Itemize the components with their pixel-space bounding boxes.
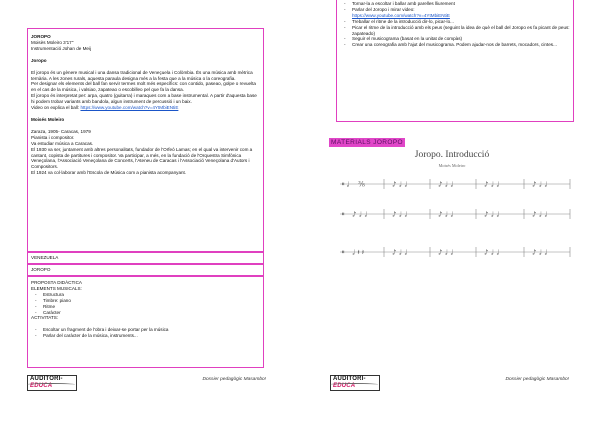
score-composer: Moisés Moleiro [438,163,466,168]
svg-text:♪ ♩ ♩: ♪ ♩ ♩ [532,210,548,219]
paragraph-terms: Per designar els elements del ball fan servir termes molt més específics: con contido, paseao, golpe o revuelta en el cas de la música, i valsiao, zapateao o escobilleo pel que fa la dansa. [31,81,256,93]
video-link[interactable]: https://www.youtube.com/watch?v=4YtMbiENtiE [352,12,450,18]
video-link[interactable]: https://www.youtube.com/watch?v=4YtMbiENtiE [80,105,179,111]
svg-text:𝄥 ♩: 𝄥 ♩ [342,180,350,189]
list-item: - Tornar-la a escoltar i ballar amb parelles lliurement [344,1,570,7]
bio-last-line: El 1924 va col·laborar amb l'Escola de Música com a pianista acompanyant. [31,170,187,176]
svg-text:♪ ♩ ♩: ♪ ♩ ♩ [392,180,408,189]
svg-text:♪ ♩ ♩: ♪ ♩ ♩ [438,210,454,219]
footer-right [330,372,569,389]
piece-title: JOROPO [31,34,51,39]
bio-paragraph: El 1930 va ser, juntament amb altres personalitats, fundador de l'Orfeó Lamas; en el qual va intervenir com a cantant, copista de partitures i compositor. Va participar, a més, en la fundació de l'Orquestra Simfònica Veneçolana, l'Associació Veneçolana de Concerts, l'Ateneu de Caracas i l'Associació Veneçolana d'Autors i Compositors. [31,146,253,170]
instrumentation-line: Instrumentació Johan de Meij [31,45,92,51]
video-prefix: Video on explica el ball: [31,105,81,111]
svg-text:♩ 𝄽 𝄽: ♩ 𝄽 𝄽 [352,248,365,257]
activitats-title: ACTIVITATS: [31,315,59,321]
list-item: - Escoltar un fragment de l'obra i deixar-se portar per la música [35,327,260,333]
svg-text:♪ ♩ ♩: ♪ ♩ ♩ [438,180,454,189]
svg-text:♪ ♩ ♩: ♪ ♩ ♩ [532,180,548,189]
footer-text: Dossier pedagògic Masambo! [202,377,266,382]
list-item: - Treballar el ritme de la introducció dir-lo, picar-lo... [344,19,570,25]
list-item: - Timbre: piano [35,298,260,304]
svg-text:𝄥: 𝄥 [342,210,345,219]
bio-line: Va estudiar música a Caracas. [31,140,94,146]
activitats-list [35,327,260,339]
svg-text:♪ ♩ ♩: ♪ ♩ ♩ [532,248,548,257]
footer-text: Dossier pedagògic Masambo! [505,377,569,382]
country-label: VENEZUELA [31,255,59,260]
list-item: - Seguir el musicograma (basat en la unitat de compàs) [344,36,570,42]
svg-text:𝄥: 𝄥 [342,248,345,257]
bio-line: Zaraza, 1905- Caracas, 1979 [31,128,91,134]
bio-line: Pianista i compositor. [31,134,75,140]
rhythm-score [336,170,574,270]
elements-list [35,292,260,316]
activitats-continued-list [344,1,570,48]
svg-text:♪ ♩ ♩: ♪ ♩ ♩ [438,248,454,257]
list-item: - Caràcter [35,310,260,316]
svg-text:♪ ♩ ♩: ♪ ♩ ♩ [352,210,368,219]
materials-heading: MATERIALS JOROPO [331,139,404,146]
piece-label: JOROPO [31,267,51,272]
info-box [27,28,264,252]
country-row [27,252,264,264]
section-title-joropo: Joropo [31,57,47,63]
svg-text:♪ ♩ ♩: ♪ ♩ ♩ [484,210,500,219]
activitats-continued-box [336,0,574,122]
svg-text:♪ ♩ ♩: ♪ ♩ ♩ [484,248,500,257]
list-item: - Picar el ritme de la introducció amb els peus (seguint la idea de què el ball del Joropo es fa picant de peus: zapateado) [344,25,570,37]
bio-title: Moisés Moleiro [31,116,65,122]
footer-left [27,372,266,389]
paragraph-instruments: El joropo és interpretat per: arpa, quatro (guitarra) i maraques com a base instrumental. A partir d'aquesta base hi podem trobar variants amb bandola, algun instrument de percussió i un baix. [31,93,257,105]
list-item: - Parlar del caràcter de la música, instruments... [35,333,260,339]
list-item: - Ritme [35,304,260,310]
proposta-box [27,276,264,368]
svg-text:♪ ♩ ♩: ♪ ♩ ♩ [484,180,500,189]
svg-text:♪ ♩ ♩: ♪ ♩ ♩ [392,210,408,219]
score-title: Joropo. Introducció [414,150,490,160]
list-item: - Parlar del Joropo i mirar video: https://www.youtube.com/watch?v=4YtMbiENtiE [344,7,570,19]
svg-text:♪ ♩ ♩: ♪ ♩ ♩ [392,248,408,257]
composer-line: Moisès Moleiro 3'17'' [31,39,74,45]
list-item: - Crear una coreografia amb l'ajut del musicograma. Podem ajudar-nos de barrets, mocadors, cintes... [344,42,570,48]
proposta-title: PROPOSTA DIDÀCTICA [31,280,82,285]
piece-row [27,264,264,276]
elements-title: ELEMENTS MUSICALS: [31,285,82,291]
auditori-educa-logo: AUDITORI-EDUCA [330,374,380,385]
auditori-educa-logo: AUDITORI-EDUCA [27,374,77,385]
paragraph-intro: El joropo és un gènere musical i una dansa tradicional de Veneçuela i Colòmbia. És una música amb mètrica ternària. A les zones rurals, aquesta paraula designa més a la festa que a la música o la coreografia. [31,69,253,81]
list-item: - Estructura [35,292,260,298]
svg-text:⅜: ⅜ [358,180,365,189]
